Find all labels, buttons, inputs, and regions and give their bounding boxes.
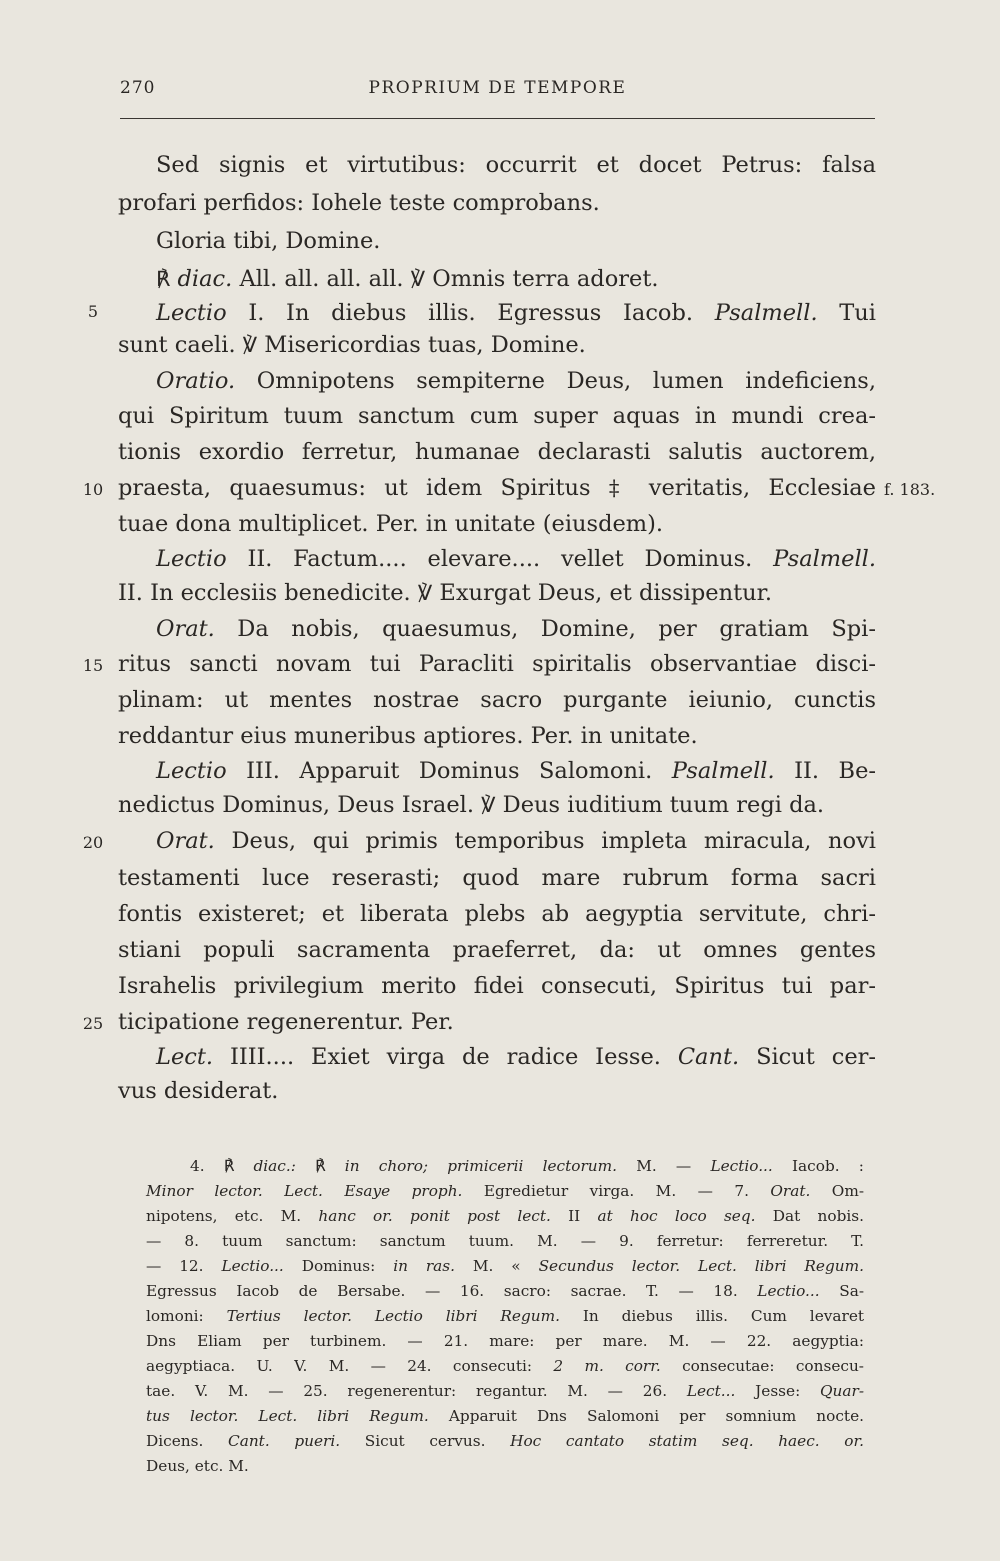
footnote-line: 4. ℟ diac.: ℟ in choro; primicerii lectorum. M. — Lectio... Iacob. : <box>190 1157 864 1175</box>
line-number: 15 <box>82 656 104 675</box>
text-line: nedictus Dominus, Deus Israel. ℣ Deus iuditium tuum regi da. <box>118 792 825 818</box>
footnote-line: Minor lector. Lect. Esaye proph. Egredietur virga. M. — 7. Orat. Om- <box>146 1182 864 1200</box>
text-line: Lectio I. In diebus illis. Egressus Iacob. Psalmell. Tui <box>156 300 876 326</box>
running-title: PROPRIUM DE TEMPORE <box>368 78 627 98</box>
text-line: reddantur eius muneribus aptiores. Per. in unitate. <box>118 723 698 749</box>
text-line: Gloria tibi, Domine. <box>156 228 381 254</box>
text-line: qui Spiritum tuum sanctum cum super aquas in mundi crea- <box>118 403 876 429</box>
text-line: Israhelis privilegium merito fidei consecuti, Spiritus tui par- <box>118 973 876 999</box>
response-symbol: ℟ <box>223 1157 235 1175</box>
text-line: ticipatione regenerentur. Per. <box>118 1009 454 1035</box>
footnote-line: — 8. tuum sanctum: sanctum tuum. M. — 9. ferretur: ferreretur. T. <box>146 1232 864 1250</box>
text-line: praesta, quaesumus: ut idem Spiritus ‡ veritatis, Ecclesiae <box>118 475 876 501</box>
folio-margin-note: f. 183. <box>884 480 936 499</box>
footnote-line: Egressus Iacob de Bersabe. — 16. sacro: sacrae. T. — 18. Lectio... Sa- <box>146 1282 865 1300</box>
footnote-line: tae. V. M. — 25. regenerentur: regantur. M. — 26. Lect... Jesse: Quar- <box>146 1382 864 1400</box>
footnote-line: lomoni: Tertius lector. Lectio libri Regum. In diebus illis. Cum levaret <box>146 1307 865 1325</box>
text-line: plinam: ut mentes nostrae sacro purgante ieiunio, cunctis <box>118 687 876 713</box>
response-symbol: ℟ <box>315 1157 326 1175</box>
page-number: 270 <box>120 78 156 98</box>
header-rule <box>120 118 875 119</box>
text-line: profari perfidos: Iohele teste comprobans. <box>118 190 600 216</box>
versicle-symbol: ℣ <box>410 267 426 291</box>
footnote-line: Deus, etc. M. <box>146 1457 249 1475</box>
versicle-symbol: ℣ <box>481 793 496 817</box>
versicle-symbol: ℣ <box>417 581 433 605</box>
text-line: Orat. Deus, qui primis temporibus impleta miracula, novi <box>156 828 876 854</box>
footnote-line: tus lector. Lect. libri Regum. Apparuit Dns Salomoni per somnium nocte. <box>146 1407 864 1425</box>
text-line: ℟ diac. All. all. all. all. ℣ Omnis terra adoret. <box>156 266 659 292</box>
response-symbol: ℟ <box>156 267 171 291</box>
text-line: Oratio. Omnipotens sempiterne Deus, lumen indeficiens, <box>156 368 876 394</box>
footnote-line: nipotens, etc. M. hanc or. ponit post lect. II at hoc loco seq. Dat nobis. <box>146 1207 864 1225</box>
text-line: tuae dona multiplicet. Per. in unitate (eiusdem). <box>118 511 664 537</box>
folio-mark-symbol: ‡ <box>608 476 631 500</box>
text-line: Orat. Da nobis, quaesumus, Domine, per gratiam Spi- <box>156 616 876 642</box>
footnote-line: — 12. Lectio... Dominus: in ras. M. « Secundus lector. Lect. libri Regum. <box>146 1257 864 1275</box>
text-line: II. In ecclesiis benedicite. ℣ Exurgat Deus, et dissipentur. <box>118 580 773 606</box>
text-line: testamenti luce reserasti; quod mare rubrum forma sacri <box>118 865 876 891</box>
text-line: Lectio III. Apparuit Dominus Salomoni. Psalmell. II. Be- <box>156 758 876 784</box>
text-line: Lect. IIII.... Exiet virga de radice Iesse. Cant. Sicut cer- <box>156 1044 876 1070</box>
line-number: 10 <box>82 480 104 499</box>
text-line: Sed signis et virtutibus: occurrit et docet Petrus: falsa <box>156 152 876 178</box>
text-line: tionis exordio ferretur, humanae declarasti salutis auctorem, <box>118 439 876 465</box>
line-number: 20 <box>82 833 104 852</box>
text-line: sunt caeli. ℣ Misericordias tuas, Domine. <box>118 332 586 358</box>
footnote-line: aegyptiaca. U. V. M. — 24. consecuti: 2 m. corr. consecutae: consecu- <box>146 1357 864 1375</box>
footnote-line: Dicens. Cant. pueri. Sicut cervus. Hoc cantato statim seq. haec. or. <box>146 1432 865 1450</box>
text-line: ritus sancti novam tui Paracliti spiritalis observantiae disci- <box>118 651 876 677</box>
footnote-line: Dns Eliam per turbinem. — 21. mare: per mare. M. — 22. aegyptia: <box>146 1332 864 1350</box>
line-number: 5 <box>87 302 99 321</box>
text-line: vus desiderat. <box>118 1078 279 1104</box>
versicle-symbol: ℣ <box>242 333 258 357</box>
text-line: stiani populi sacramenta praeferret, da: ut omnes gentes <box>118 937 876 963</box>
line-number: 25 <box>82 1014 104 1033</box>
text-line: fontis existeret; et liberata plebs ab aegyptia servitute, chri- <box>118 901 876 927</box>
page-header <box>120 78 875 104</box>
text-line: Lectio II. Factum.... elevare.... vellet Dominus. Psalmell. <box>156 546 876 572</box>
